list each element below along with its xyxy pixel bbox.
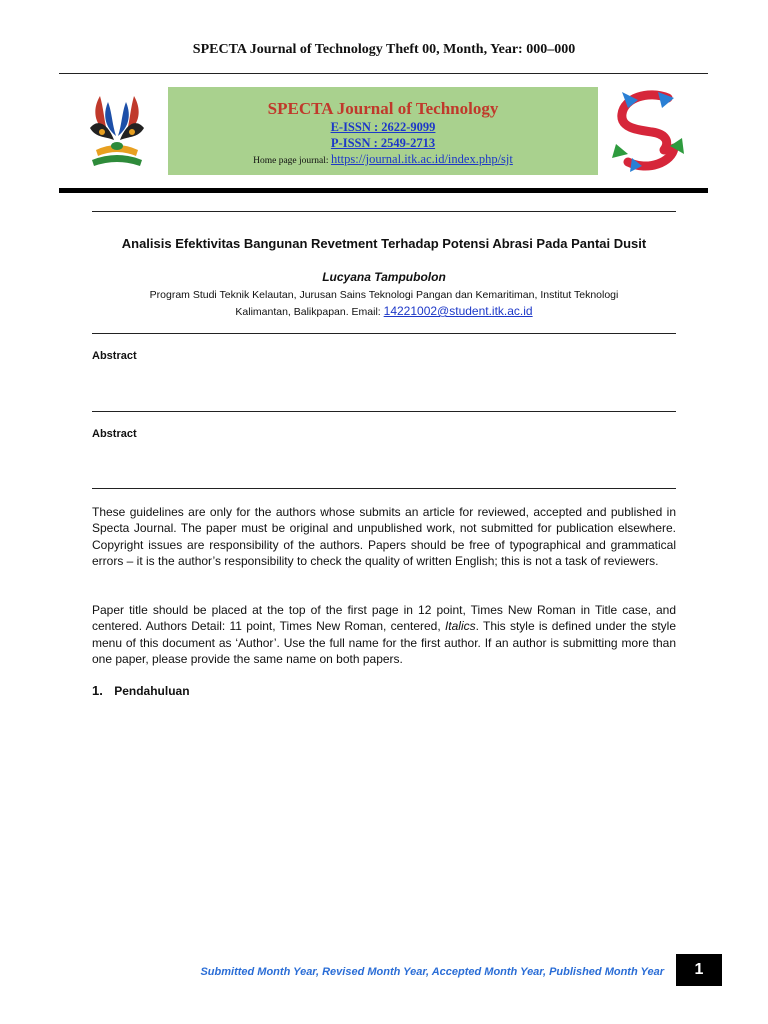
home-page-label: Home page journal: — [253, 156, 329, 166]
author-name: Lucyana Tampubolon — [322, 270, 446, 284]
abstract-rule-1 — [92, 411, 676, 412]
paragraph-2-part-a: Paper title should be placed at the top of the first page in 12 point, Times New Roman in Title case, and centered. Authors Detail: 11 point, Times New Roman, centered, — [92, 603, 676, 634]
university-logo — [78, 88, 156, 174]
paragraph-2-part-b: . This style is defined under the style menu of this document as ‘Author’. Use the full name for the first author. If an author is submitting more than one paper, please provide the same name on both papers. — [92, 619, 676, 666]
section-title: Pendahuluan — [114, 684, 190, 698]
affiliation-bottom-rule — [92, 333, 676, 334]
body-paragraph-1: These guidelines are only for the authors whose submits an article for reviewed, accepted and published in Specta Journal. The paper must be original and unpublished work, not submitted for publication elsewhere. Copyright issues are responsibility of the authors. Papers should be free of typographical and grammatical errors – it is the author’s responsibility to check the quality of written English; this is not a task of reviewers. — [92, 505, 676, 568]
home-page-link[interactable]: https://journal.itk.ac.id/index.php/sjt — [330, 152, 513, 166]
abstract-label-1: Abstract — [92, 350, 137, 362]
affiliation-line-1: Program Studi Teknik Kelautan, Jurusan Sains Teknologi Pangan dan Kemaritiman, Institut Teknologi — [149, 289, 619, 301]
author-email-link[interactable]: 14221002@student.itk.ac.id — [383, 304, 533, 318]
section-number: 1. — [92, 683, 103, 698]
article-title: Analisis Efektivitas Bangunan Revetment Terhadap Potensi Abrasi Pada Pantai Dusit — [121, 236, 647, 251]
home-page-line — [168, 151, 598, 169]
running-header: SPECTA Journal of Technology Theft 00, Month, Year: 000–000 — [192, 42, 576, 57]
banner-rule — [59, 188, 708, 193]
journal-banner — [168, 87, 598, 175]
p-issn-link[interactable]: P-ISSN : 2549-2713 — [330, 136, 436, 150]
affiliation-line-2-prefix: Kalimantan, Balikpapan. Email: — [235, 306, 381, 318]
journal-title: SPECTA Journal of Technology — [267, 99, 499, 118]
page-number: 1 — [676, 954, 722, 986]
section-heading — [92, 683, 190, 698]
paragraph-2-italic: Italics — [444, 619, 476, 634]
e-issn-link[interactable]: E-ISSN : 2622-9099 — [330, 120, 436, 134]
affiliation-line-2 — [92, 303, 676, 320]
title-top-rule — [92, 211, 676, 212]
author-affiliation — [92, 287, 676, 320]
abstract-label-2: Abstract — [92, 428, 137, 440]
body-paragraph-2 — [92, 602, 676, 667]
specta-logo — [608, 88, 690, 174]
header-rule — [59, 73, 708, 74]
footer-dates: Submitted Month Year, Revised Month Year, Accepted Month Year, Published Month Year — [200, 966, 664, 978]
abstract-rule-2 — [92, 488, 676, 489]
